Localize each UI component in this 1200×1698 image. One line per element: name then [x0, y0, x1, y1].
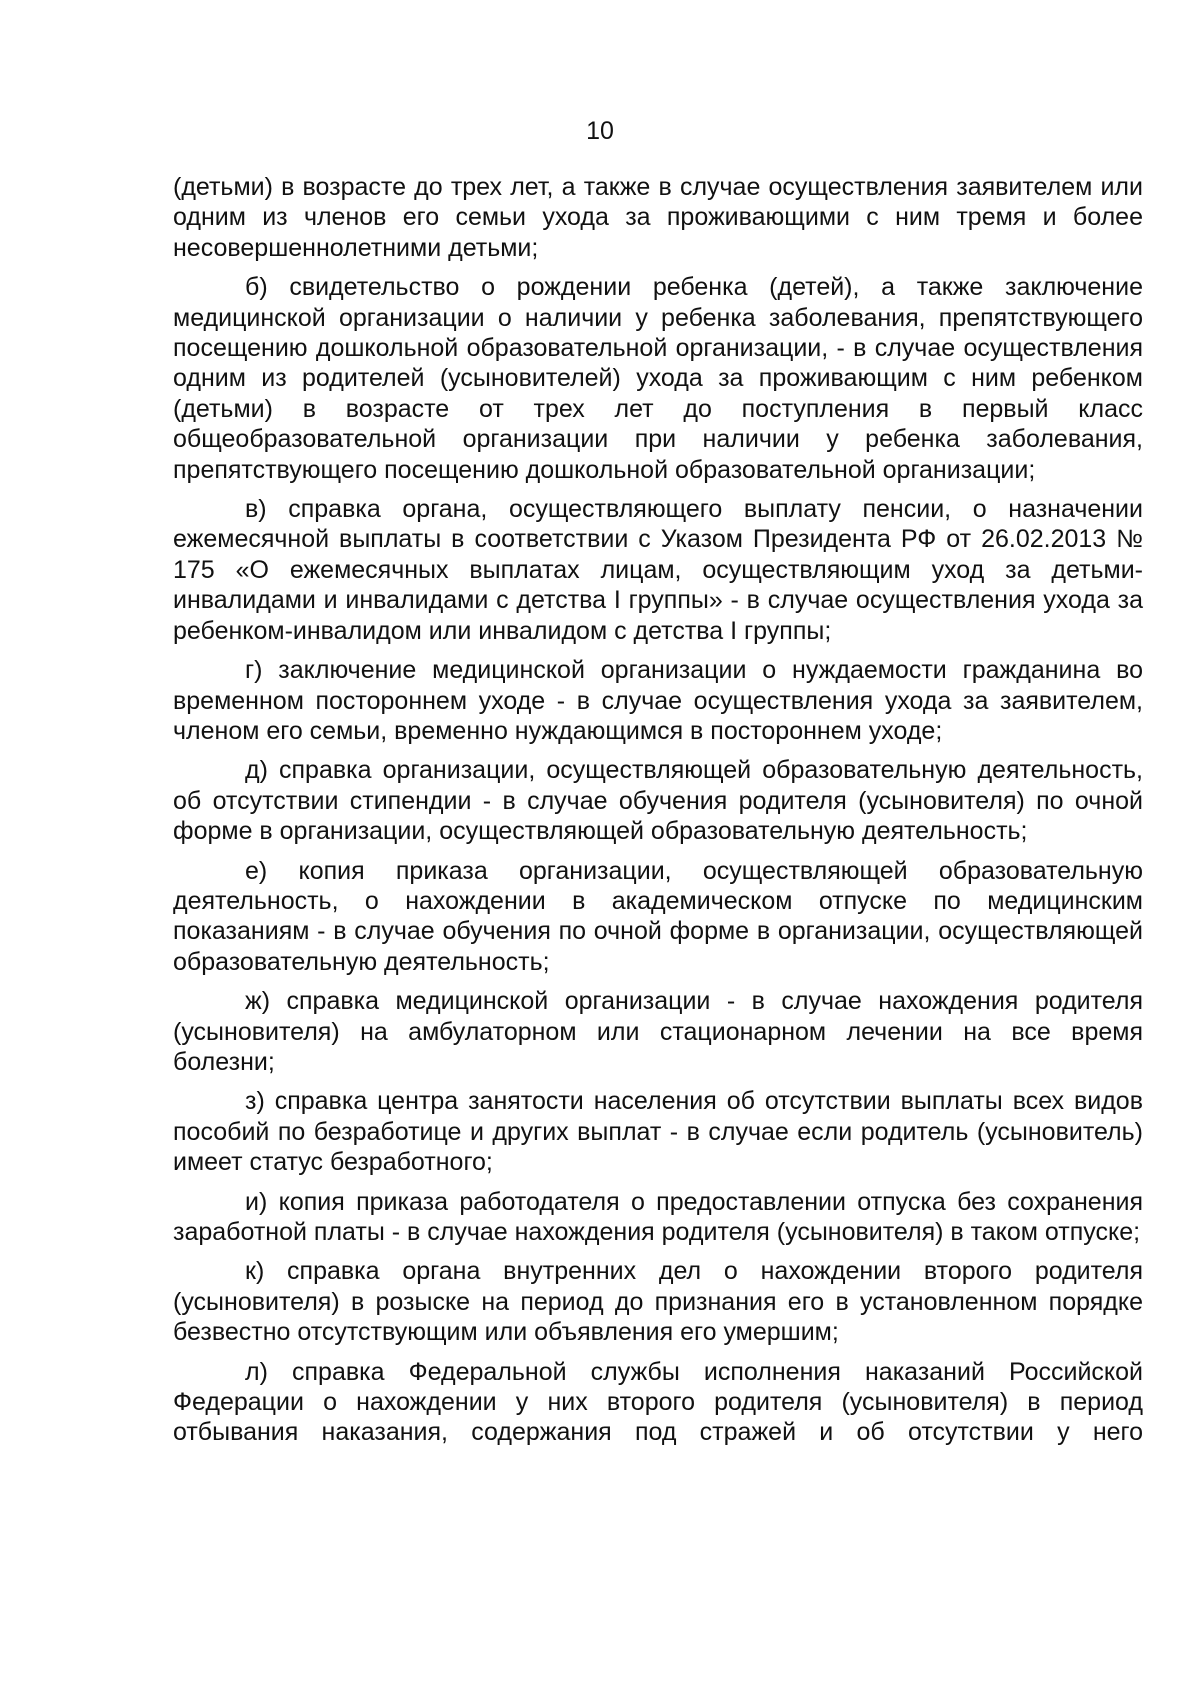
paragraph-continuation: (детьми) в возрасте до трех лет, а также в случае осуществления заявителем или одним из членов его семьи ухода за проживающими с ним тремя и более несовершеннолетними детьми; — [173, 173, 1143, 262]
paragraph-item-k: к) справка органа внутренних дел о нахождении второго родителя (усыновителя) в розыске на период до признания его в установленном порядке безвестно отсутствующим или объявления его умершим; — [173, 1257, 1143, 1347]
paragraph-item-d: д) справка организации, осуществляющей образовательную деятельность, об отсутствии стипендии - в случае обучения родителя (усыновителя) по очной форме в организации, осуществляющей образовательную деятельность; — [173, 756, 1143, 846]
paragraph-item-e: е) копия приказа организации, осуществляющей образовательную деятельность, о нахождении в академическом отпуске по медицинским показаниям - в случае обучения по очной форме в организации, осуществляющей образовательную деятельность; — [173, 856, 1143, 976]
paragraph-item-g: г) заключение медицинской организации о нуждаемости гражданина во временном постороннем уходе - в случае осуществления ухода за заявителем, членом его семьи, временно нуждающимся в постороннем уходе; — [173, 656, 1143, 745]
paragraph-item-i: и) копия приказа работодателя о предоставлении отпуска без сохранения заработной платы - в случае нахождения родителя (усыновителя) в таком отпуске; — [173, 1187, 1143, 1246]
page-number: 10 — [586, 117, 614, 145]
paragraph-item-l: л) справка Федеральной службы исполнения наказаний Российской Федерации о нахождении у них второго родителя (усыновителя) в период отбывания наказания, содержания под стражей и об отсутствии у него — [173, 1357, 1143, 1447]
document-body — [173, 172, 1143, 1457]
paragraph-item-zh: ж) справка медицинской организации - в случае нахождения родителя (усыновителя) на амбулаторном или стационарном лечении на все время болезни; — [173, 987, 1143, 1076]
paragraph-item-z: з) справка центра занятости населения об отсутствии выплаты всех видов пособий по безработице и других выплат - в случае если родитель (усыновитель) имеет статус безработного; — [173, 1087, 1143, 1177]
paragraph-item-v: в) справка органа, осуществляющего выплату пенсии, о назначении ежемесячной выплаты в соответствии с Указом Президента РФ от 26.02.2013 № 175 «О ежемесячных выплатах лицам, осуществляющим уход за детьми-инвалидами и инвалидами с детства I группы» - в случае осуществления ухода за ребенком-инвалидом или инвалидом с детства I группы; — [173, 495, 1143, 645]
paragraph-item-b: б) свидетельство о рождении ребенка (детей), а также заключение медицинской организации о наличии у ребенка заболевания, препятствующего посещению дошкольной образовательной организации, - в случае осуществления одним из родителей (усыновителей) ухода за проживающим с ним ребенком (детьми) в возрасте от трех лет до поступления в первый класс общеобразовательной организации при наличии у ребенка заболевания, препятствующего посещению дошкольной образовательной организации; — [173, 273, 1143, 484]
